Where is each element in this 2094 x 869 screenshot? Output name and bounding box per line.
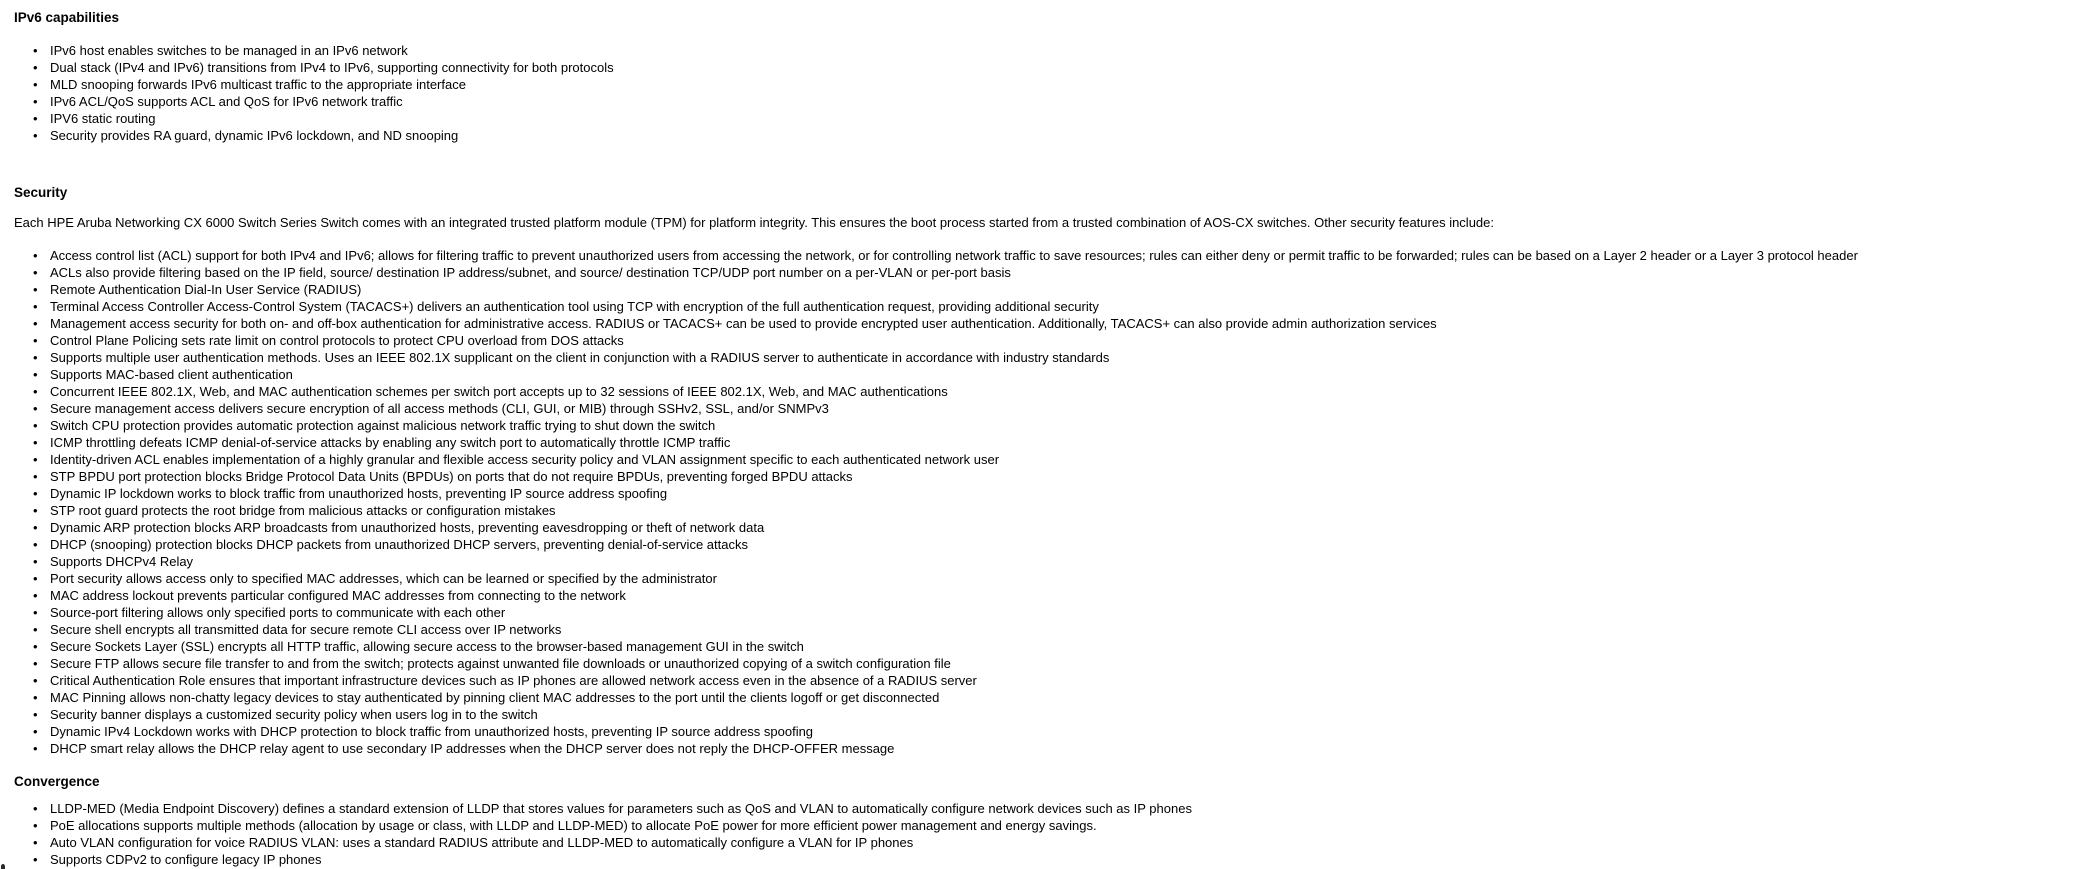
bullet-item: • Port security allows access only to specified MAC addresses, which can be learned or specified by the administrator [50,570,2090,587]
bullet-list [14,800,2090,868]
bullet-item: • Supports DHCPv4 Relay [50,553,2090,570]
bullet-item: • Secure FTP allows secure file transfer to and from the switch; protects against unwanted file downloads or unauthorized copying of a switch configuration file [50,655,2090,672]
bullet-item: • Supports CDPv2 to configure legacy IP phones [50,851,2090,868]
bullet-item: • PoE allocations supports multiple methods (allocation by usage or class, with LLDP and LLDP-MED) to allocate PoE power for more efficient power management and energy savings. [50,817,2090,834]
bullet-item: • Critical Authentication Role ensures that important infrastructure devices such as IP phones are allowed network access even in the absence of a RADIUS server [50,672,2090,689]
bullet-list [14,42,2090,144]
bullet-item: • ACLs also provide filtering based on the IP field, source/ destination IP address/subnet, and source/ destination TCP/UDP port number on a per-VLAN or per-port basis [50,264,2090,281]
doc-section [14,773,2090,868]
bullet-item: • Supports MAC-based client authentication [50,366,2090,383]
section-heading: Convergence [14,774,100,789]
section-heading: Security [14,185,68,200]
bullet-item: • STP BPDU port protection blocks Bridge Protocol Data Units (BPDUs) on ports that do not require BPDUs, preventing forged BPDU attacks [50,468,2090,485]
section-intro: Each HPE Aruba Networking CX 6000 Switch Series Switch comes with an integrated trusted platform module (TPM) for platform integrity. This ensures the boot process started from a trusted combination of AOS-CX switches. Other security features include: [14,215,1495,230]
bullet-item: • Security banner displays a customized security policy when users log in to the switch [50,706,2090,723]
bullet-item: • Secure shell encrypts all transmitted data for secure remote CLI access over IP networks [50,621,2090,638]
bullet-item: • ICMP throttling defeats ICMP denial-of-service attacks by enabling any switch port to automatically throttle ICMP traffic [50,434,2090,451]
bullet-item: • Dual stack (IPv4 and IPv6) transitions from IPv4 to IPv6, supporting connectivity for both protocols [50,59,2090,76]
bullet-item: • DHCP (snooping) protection blocks DHCP packets from unauthorized DHCP servers, preventing denial-of-service attacks [50,536,2090,553]
bullet-item: • Identity-driven ACL enables implementation of a highly granular and flexible access security policy and VLAN assignment specific to each authenticated network user [50,451,2090,468]
bullet-item: • Concurrent IEEE 802.1X, Web, and MAC authentication schemes per switch port accepts up to 32 sessions of IEEE 802.1X, Web, and MAC authentications [50,383,2090,400]
bullet-item: • Secure Sockets Layer (SSL) encrypts all HTTP traffic, allowing secure access to the browser-based management GUI in the switch [50,638,2090,655]
bullet-item: • LLDP-MED (Media Endpoint Discovery) defines a standard extension of LLDP that stores values for parameters such as QoS and VLAN to automatically configure network devices such as IP phones [50,800,2090,817]
bullet-item: • IPV6 static routing [50,110,2090,127]
bullet-item: • Management access security for both on- and off-box authentication for administrative access. RADIUS or TACACS+ can be used to provide encrypted user authentication. Additionally, TACACS+ can also provide admin authorization services [50,315,2090,332]
bullet-item: • Auto VLAN configuration for voice RADIUS VLAN: uses a standard RADIUS attribute and LLDP-MED to automatically configure a VLAN for IP phones [50,834,2090,851]
bullet-item: • MLD snooping forwards IPv6 multicast traffic to the appropriate interface [50,76,2090,93]
bullet-item: • Supports multiple user authentication methods. Uses an IEEE 802.1X supplicant on the client in conjunction with a RADIUS server to authenticate in accordance with industry standards [50,349,2090,366]
bullet-item: • Switch CPU protection provides automatic protection against malicious network traffic trying to shut down the switch [50,417,2090,434]
bullet-item: • Security provides RA guard, dynamic IPv6 lockdown, and ND snooping [50,127,2090,144]
bullet-item: • Control Plane Policing sets rate limit on control protocols to protect CPU overload from DOS attacks [50,332,2090,349]
bullet-item: • IPv6 ACL/QoS supports ACL and QoS for IPv6 network traffic [50,93,2090,110]
bullet-item: • MAC Pinning allows non-chatty legacy devices to stay authenticated by pinning client MAC addresses to the port until the clients logoff or get disconnected [50,689,2090,706]
bullet-list [14,247,2090,757]
bullet-item: • MAC address lockout prevents particular configured MAC addresses from connecting to the network [50,587,2090,604]
cutoff-bullet-fragment [1,864,5,869]
doc-section [14,184,2090,757]
bullet-item: • Source-port filtering allows only specified ports to communicate with each other [50,604,2090,621]
bullet-item: • Access control list (ACL) support for both IPv4 and IPv6; allows for filtering traffic to prevent unauthorized users from accessing the network, or for controlling network traffic to save resources; rules can either deny or permit traffic to be forwarded; rules can be based on a Layer 2 header or a Layer 3 protocol header [50,247,2090,264]
bullet-item: • STP root guard protects the root bridge from malicious attacks or configuration mistakes [50,502,2090,519]
section-heading: IPv6 capabilities [14,10,120,25]
bullet-item: • Remote Authentication Dial-In User Service (RADIUS) [50,281,2090,298]
bullet-item: • Terminal Access Controller Access-Control System (TACACS+) delivers an authentication tool using TCP with encryption of the full authentication request, providing additional security [50,298,2090,315]
bullet-item: • Dynamic IP lockdown works to block traffic from unauthorized hosts, preventing IP source address spoofing [50,485,2090,502]
bullet-item: • DHCP smart relay allows the DHCP relay agent to use secondary IP addresses when the DHCP server does not reply the DHCP-OFFER message [50,740,2090,757]
doc-section [14,9,2090,144]
bullet-item: • Secure management access delivers secure encryption of all access methods (CLI, GUI, or MIB) through SSHv2, SSL, and/or SNMPv3 [50,400,2090,417]
bullet-item: • Dynamic IPv4 Lockdown works with DHCP protection to block traffic from unauthorized hosts, preventing IP source address spoofing [50,723,2090,740]
bullet-item: • Dynamic ARP protection blocks ARP broadcasts from unauthorized hosts, preventing eavesdropping or theft of network data [50,519,2090,536]
bullet-item: • IPv6 host enables switches to be managed in an IPv6 network [50,42,2090,59]
